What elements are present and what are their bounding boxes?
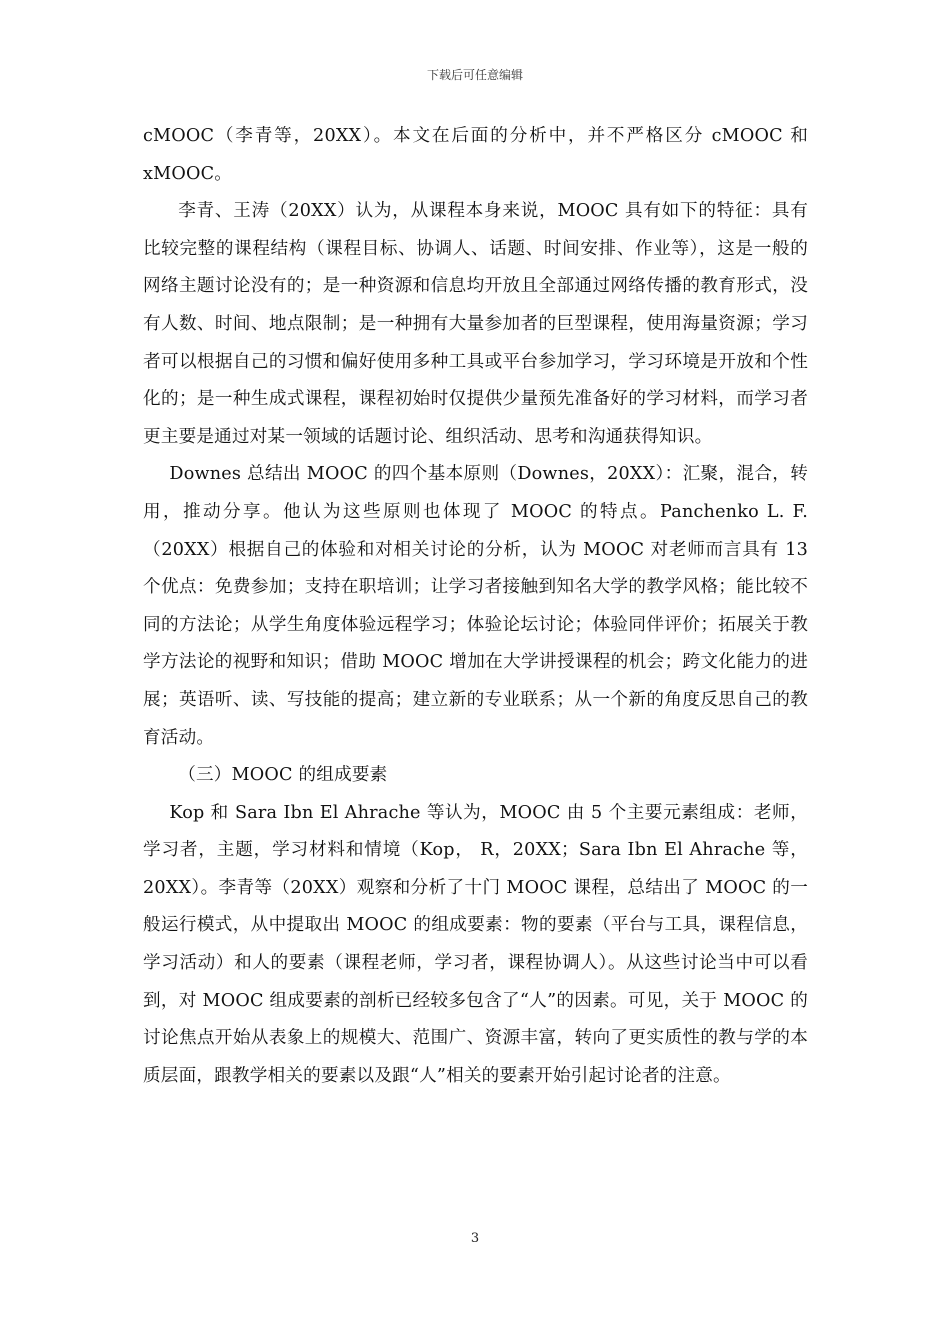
page-number: 3 bbox=[470, 1231, 480, 1246]
paragraph-downes-principles: Downes 总结出 MOOC 的四个基本原则（Downes，20XX）：汇聚，混合，转用，推动分享。他认为这些原则也体现了 MOOC 的特点。Panchenko L. F.（20XX）根据自己的体验和对相关讨论的分析，认为 MOOC 对老师而言具有 13 个优点：免费参加；支持在职培训；让学习者接触到知名大学的教学风格；能比较不同的方法论；从学生角度体验远程学习；体验论坛讨论；体验同伴评价；拓展关于教学方法论的视野和知识；借助 MOOC 增加在大学讲授课程的机会；跨文化能力的进展；英语听、读、写技能的提高；建立新的专业联系；从一个新的角度反思自己的教育活动。 bbox=[143, 464, 808, 748]
paragraph-mooc-elements: Kop 和 Sara Ibn El Ahrache 等认为，MOOC 由 5 个主要元素组成：老师，学习者，主题，学习材料和情境（Kop， R，20XX；Sara Ibn El Ahrache 等，20XX）。李青等（20XX）观察和分析了十门 MOOC 课程，总结出了 MOOC 的一般运行模式，从中提取出 MOOC 的组成要素：物的要素（平台与工具，课程信息，学习活动）和人的要素（课程老师，学习者，课程协调人）。从这些讨论当中可以看到，对 MOOC 组成要素的剖析已经较多包含了“人”的因素。可见，关于 MOOC 的讨论焦点开始从表象上的规模大、范围广、资源丰富，转向了更实质性的教与学的本质层面，跟教学相关的要素以及跟“人”相关的要素开始引起讨论者的注意。 bbox=[143, 802, 808, 1086]
page-header: 下载后可任意编辑 bbox=[426, 68, 523, 82]
section-heading: （三）MOOC 的组成要素 bbox=[178, 765, 388, 786]
paragraph-continuation: cMOOC（李青等，20XX）。本文在后面的分析中，并不严格区分 cMOOC 和 xMOOC。 bbox=[143, 126, 808, 184]
paragraph-mooc-features: 李青、王涛（20XX）认为，从课程本身来说，MOOC 具有如下的特征：具有比较完整的课程结构（课程目标、协调人、话题、时间安排、作业等），这是一般的网络主题讨论没有的；是一种资源和信息均开放且全部通过网络传播的教育形式，没有人数、时间、地点限制；是一种拥有大量参加者的巨型课程，使用海量资源；学习者可以根据自己的习惯和偏好使用多种工具或平台参加学习，学习环境是开放和个性化的；是一种生成式课程，课程初始时仅提供少量预先准备好的学习材料，而学习者更主要是通过对某一领域的话题讨论、组织活动、思考和沟通获得知识。 bbox=[143, 201, 808, 447]
document-body bbox=[143, 118, 808, 1095]
